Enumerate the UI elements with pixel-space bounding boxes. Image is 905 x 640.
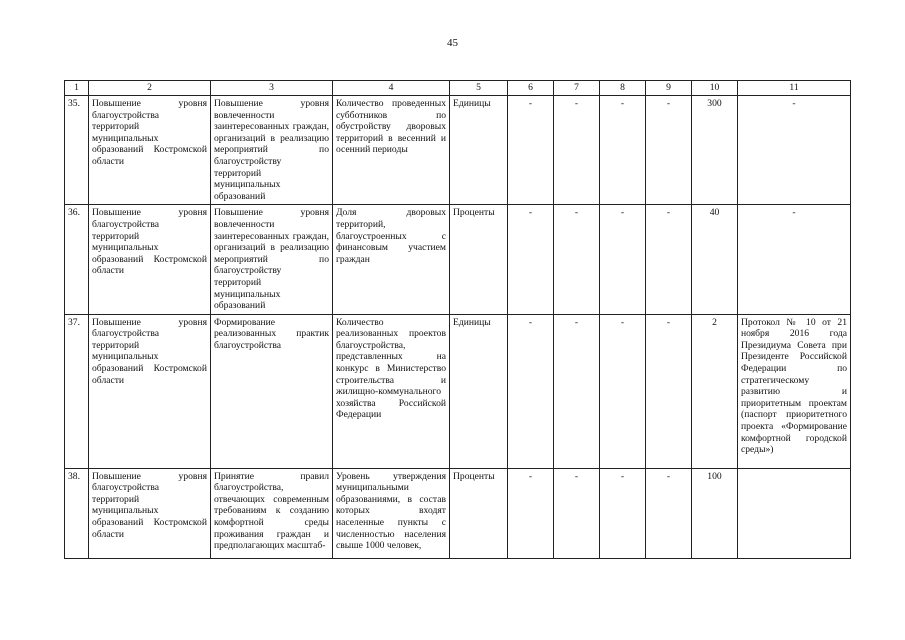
column-number: 3 bbox=[211, 81, 333, 96]
task-cell: Принятие правил благоустройства, отвечающих современным требованиям к созданию комфортной среды проживания граждан и предполагающих масштаб- bbox=[211, 468, 333, 558]
source-cell: - bbox=[738, 96, 851, 205]
indicator-cell: Уровень утверждения муниципальными образованиями, в состав которых входят населенные пункты с численностью населения свыше 1000 человек, bbox=[333, 468, 450, 558]
unit-cell: Единицы bbox=[450, 96, 508, 205]
indicator-cell: Доля дворовых территорий, благоустроенных с финансовым участием граждан bbox=[333, 205, 450, 314]
value-cell: - bbox=[554, 468, 600, 558]
source-cell: - bbox=[738, 205, 851, 314]
unit-cell: Единицы bbox=[450, 314, 508, 468]
goal-cell: Повышение уровня благоустройства территорий муниципальных образований Костромской области bbox=[89, 205, 211, 314]
value-cell: - bbox=[554, 205, 600, 314]
column-number: 7 bbox=[554, 81, 600, 96]
value-cell: - bbox=[646, 96, 692, 205]
value-cell: - bbox=[554, 314, 600, 468]
table-row bbox=[65, 96, 851, 205]
indicator-cell: Количество проведенных субботников по обустройству дворовых территорий в весенний и осенний периоды bbox=[333, 96, 450, 205]
task-cell: Повышение уровня вовлеченности заинтересованных граждан, организаций в реализацию мероприятий по благоустройству территорий муниципальных образований bbox=[211, 205, 333, 314]
column-number: 8 bbox=[600, 81, 646, 96]
table-row bbox=[65, 205, 851, 314]
target-value-cell: 2 bbox=[692, 314, 738, 468]
table-row bbox=[65, 468, 851, 558]
unit-cell: Проценты bbox=[450, 205, 508, 314]
goal-cell: Повышение уровня благоустройства территорий муниципальных образований Костромской области bbox=[89, 468, 211, 558]
column-number: 6 bbox=[508, 81, 554, 96]
row-number: 37. bbox=[65, 314, 89, 468]
value-cell: - bbox=[508, 314, 554, 468]
value-cell: - bbox=[600, 314, 646, 468]
column-number-row bbox=[65, 81, 851, 96]
column-number: 1 bbox=[65, 81, 89, 96]
value-cell: - bbox=[600, 96, 646, 205]
row-number: 38. bbox=[65, 468, 89, 558]
value-cell: - bbox=[508, 96, 554, 205]
value-cell: - bbox=[508, 205, 554, 314]
column-number: 4 bbox=[333, 81, 450, 96]
task-cell: Формирование реализованных практик благоустройства bbox=[211, 314, 333, 468]
row-number: 36. bbox=[65, 205, 89, 314]
table-row bbox=[65, 314, 851, 468]
column-number: 9 bbox=[646, 81, 692, 96]
value-cell: - bbox=[646, 205, 692, 314]
column-number: 5 bbox=[450, 81, 508, 96]
source-cell bbox=[738, 468, 851, 558]
page-number: 45 bbox=[447, 37, 458, 49]
value-cell: - bbox=[646, 314, 692, 468]
value-cell: - bbox=[646, 468, 692, 558]
column-number: 2 bbox=[89, 81, 211, 96]
value-cell: - bbox=[600, 205, 646, 314]
indicators-table bbox=[64, 80, 851, 559]
goal-cell: Повышение уровня благоустройства территорий муниципальных образований Костромской области bbox=[89, 96, 211, 205]
value-cell: - bbox=[508, 468, 554, 558]
target-value-cell: 100 bbox=[692, 468, 738, 558]
target-value-cell: 300 bbox=[692, 96, 738, 205]
value-cell: - bbox=[554, 96, 600, 205]
column-number: 11 bbox=[738, 81, 851, 96]
goal-cell: Повышение уровня благоустройства территорий муниципальных образований Костромской области bbox=[89, 314, 211, 468]
target-value-cell: 40 bbox=[692, 205, 738, 314]
value-cell: - bbox=[600, 468, 646, 558]
row-number: 35. bbox=[65, 96, 89, 205]
source-cell: Протокол № 10 от 21 ноября 2016 года Президиума Совета при Президенте Российской Федерации по стратегическому развитию и приоритетным проектам (паспорт приоритетного проекта «Формирование комфортной городской среды») bbox=[738, 314, 851, 468]
task-cell: Повышение уровня вовлеченности заинтересованных граждан, организаций в реализацию мероприятий по благоустройству территорий муниципальных образований bbox=[211, 96, 333, 205]
unit-cell: Проценты bbox=[450, 468, 508, 558]
column-number: 10 bbox=[692, 81, 738, 96]
indicator-cell: Количество реализованных проектов благоустройства, представленных на конкурс в Министерство строительства и жилищно-коммунального хозяйства Российской Федерации bbox=[333, 314, 450, 468]
